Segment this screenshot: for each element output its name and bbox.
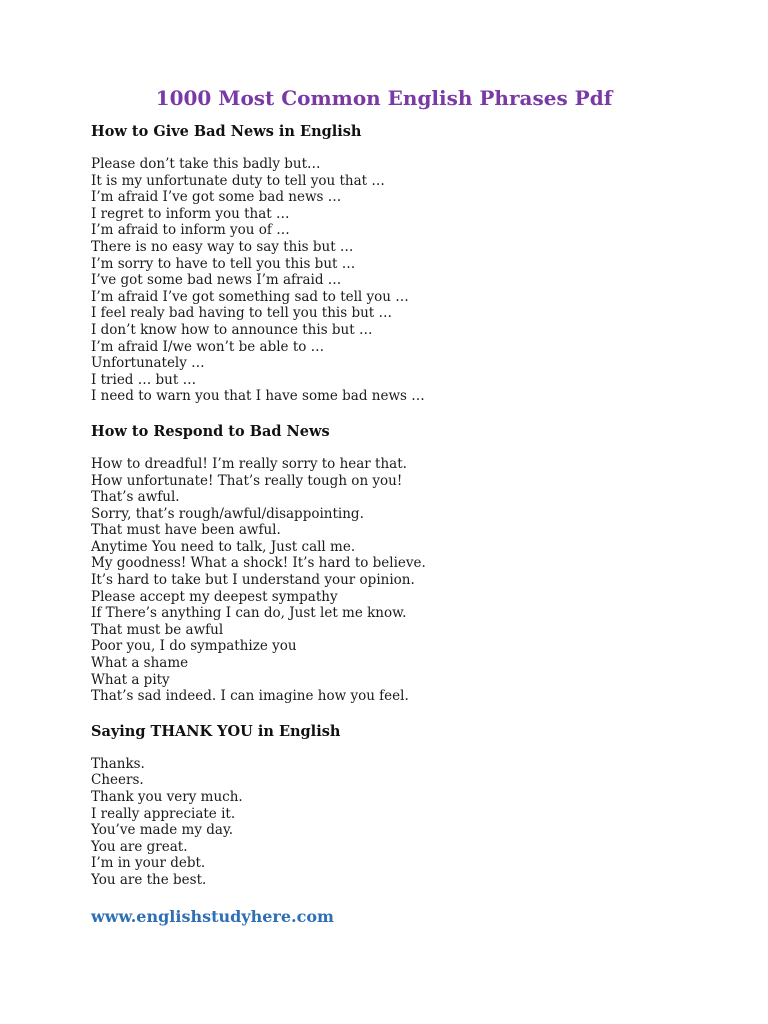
phrase-item: Anytime You need to talk, Just call me. — [91, 538, 356, 555]
phrase-item: Unfortunately … — [91, 355, 205, 372]
phrase-item: I need to warn you that I have some bad news … — [91, 388, 425, 405]
phrase-item: I’m afraid I/we won’t be able to … — [91, 338, 325, 355]
phrase-item: You are the best. — [91, 871, 207, 888]
phrase-item: I’ve got some bad news I’m afraid … — [91, 272, 342, 289]
phrase-item: I’m in your debt. — [91, 855, 206, 872]
phrase-item: Thank you very much. — [91, 789, 243, 805]
phrase-item: There is no easy way to say this but … — [91, 238, 354, 255]
section-thank-you — [91, 722, 731, 889]
phrase-item: That must have been awful. — [91, 522, 281, 539]
phrase-item: I don’t know how to announce this but … — [91, 321, 373, 338]
phrase-item: Poor you, I do sympathize you — [91, 638, 297, 655]
phrase-item: You’ve made my day. — [91, 822, 234, 839]
phrase-item: It is my unfortunate duty to tell you that … — [91, 172, 385, 189]
phrase-list — [91, 456, 731, 705]
website-link[interactable]: www.englishstudyhere.com — [91, 906, 334, 926]
phrase-item: I feel realy bad having to tell you this but … — [91, 305, 393, 322]
phrase-item: It’s hard to take but I understand your opinion. — [91, 572, 415, 589]
phrase-item: Please don’t take this badly but… — [91, 156, 321, 172]
section-heading: How to Give Bad News in English — [91, 123, 362, 140]
phrase-item: I’m afraid I’ve got something sad to tell you … — [91, 288, 409, 305]
section-give-bad-news — [91, 122, 731, 405]
phrase-item: What a pity — [91, 671, 170, 688]
phrase-item: My goodness! What a shock! It’s hard to believe. — [91, 555, 426, 572]
section-respond-bad-news — [91, 422, 731, 705]
phrase-item: What a shame — [91, 655, 189, 672]
document-content — [91, 122, 731, 928]
phrase-item: That’s awful. — [91, 489, 180, 506]
phrase-item: How unfortunate! That’s really tough on you! — [91, 472, 403, 489]
phrase-item: How to dreadful! I’m really sorry to hear that. — [91, 455, 407, 472]
phrase-item: If There’s anything I can do, Just let me know. — [91, 605, 407, 622]
phrase-item: Cheers. — [91, 772, 144, 789]
phrase-list — [91, 156, 731, 405]
section-heading: How to Respond to Bad News — [91, 422, 330, 440]
phrase-item: I’m afraid to inform you of … — [91, 222, 290, 239]
phrase-item: You are great. — [91, 838, 188, 855]
phrase-item: Thanks. — [91, 755, 145, 772]
document-title: 1000 Most Common English Phrases Pdf — [155, 86, 613, 110]
phrase-item: I really appreciate it. — [91, 805, 236, 822]
phrase-list — [91, 756, 731, 889]
phrase-item: That’s sad indeed. I can imagine how you feel. — [91, 688, 409, 705]
phrase-item: I’m sorry to have to tell you this but … — [91, 255, 356, 272]
phrase-item: I’m afraid I’ve got some bad news … — [91, 189, 342, 206]
phrase-item: That must be awful — [91, 621, 224, 638]
section-heading: Saying THANK YOU in English — [91, 722, 341, 740]
phrase-item: Please accept my deepest sympathy — [91, 588, 338, 605]
phrase-item: I tried … but … — [91, 371, 197, 388]
phrase-item: Sorry, that’s rough/awful/disappointing. — [91, 505, 364, 522]
phrase-item: I regret to inform you that … — [91, 205, 290, 222]
